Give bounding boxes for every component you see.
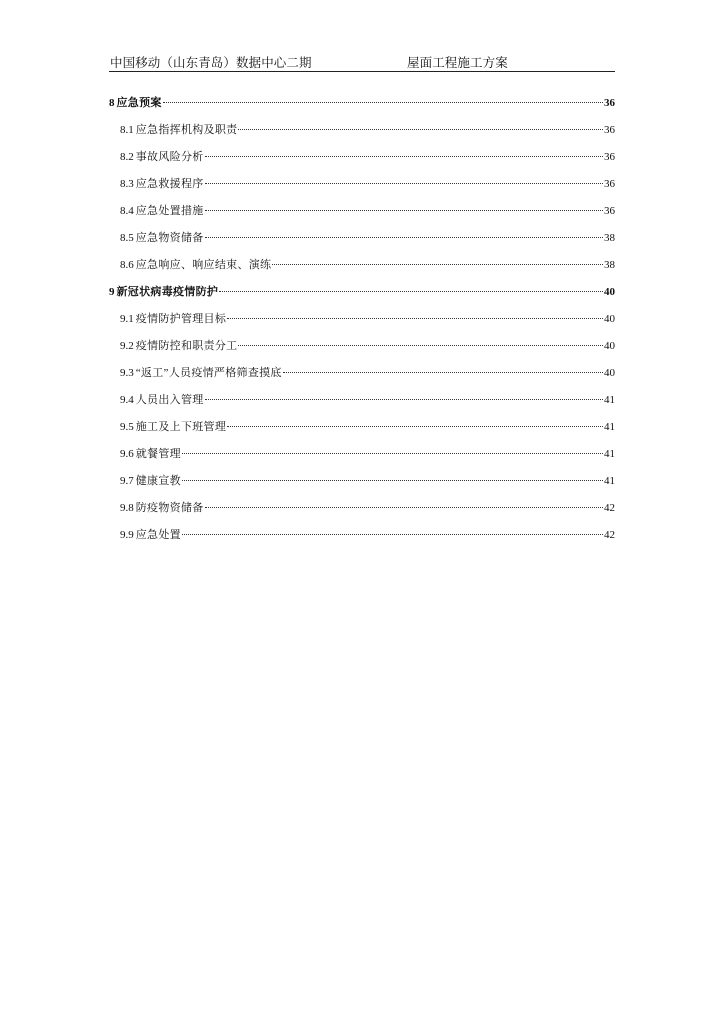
toc-section-entry[interactable] [109, 445, 615, 463]
toc-dot-leader [205, 156, 603, 157]
toc-page-number: 40 [604, 340, 615, 352]
toc-page-number: 38 [604, 232, 615, 244]
toc-section-entry[interactable] [109, 256, 615, 274]
toc-section-entry[interactable] [109, 337, 615, 355]
toc-entry-number: 9.3 [120, 367, 134, 379]
toc-dot-leader [283, 372, 603, 373]
toc-dot-leader [182, 480, 603, 481]
toc-entry-number: 8.2 [120, 151, 134, 163]
toc-section-entry[interactable] [109, 148, 615, 166]
toc-section-entry[interactable] [109, 526, 615, 544]
toc-page-number: 36 [604, 124, 615, 136]
toc-entry-number: 9.4 [120, 394, 134, 406]
toc-entry-number: 9.7 [120, 475, 134, 487]
table-of-contents [109, 94, 615, 553]
toc-entry-title: 疫情防控和职责分工 [135, 340, 238, 352]
toc-dot-leader [205, 183, 603, 184]
toc-dot-leader [163, 102, 603, 103]
toc-entry-title: 新冠状病毒疫情防护 [116, 286, 219, 298]
toc-entry-title: 就餐管理 [135, 448, 181, 460]
toc-dot-leader [238, 129, 603, 130]
header-document-title: 屋面工程施工方案 [407, 55, 508, 70]
toc-entry-title: 健康宣教 [135, 475, 181, 487]
toc-entry-number: 8.4 [120, 205, 134, 217]
toc-entry-number: 9.5 [120, 421, 134, 433]
toc-page-number: 36 [604, 205, 615, 217]
toc-chapter-entry[interactable] [109, 94, 615, 112]
toc-section-entry[interactable] [109, 499, 615, 517]
toc-entry-number: 8.1 [120, 124, 134, 136]
toc-entry-number: 8.3 [120, 178, 134, 190]
toc-page-number: 41 [604, 448, 615, 460]
toc-dot-leader [205, 237, 603, 238]
toc-entry-title: 应急指挥机构及职责 [135, 124, 238, 136]
toc-entry-title: 应急救援程序 [135, 178, 204, 190]
toc-page-number: 36 [604, 151, 615, 163]
toc-page-number: 41 [604, 394, 615, 406]
toc-entry-title: 应急处置措施 [135, 205, 204, 217]
toc-page-number: 41 [604, 421, 615, 433]
toc-entry-number: 8.6 [120, 259, 134, 271]
toc-entry-title: 防疫物资储备 [135, 502, 204, 514]
toc-entry-number: 9.1 [120, 313, 134, 325]
toc-entry-number: 9.2 [120, 340, 134, 352]
toc-page-number: 36 [604, 97, 615, 109]
toc-section-entry[interactable] [109, 229, 615, 247]
toc-page-number: 40 [604, 286, 615, 298]
toc-dot-leader [182, 534, 603, 535]
toc-dot-leader [227, 318, 603, 319]
toc-section-entry[interactable] [109, 391, 615, 409]
toc-section-entry[interactable] [109, 418, 615, 436]
toc-section-entry[interactable] [109, 121, 615, 139]
toc-entry-number: 9.8 [120, 502, 134, 514]
toc-entry-title: 疫情防护管理目标 [135, 313, 227, 325]
toc-entry-title: 应急处置 [135, 529, 181, 541]
toc-dot-leader [272, 264, 603, 265]
toc-page-number: 41 [604, 475, 615, 487]
toc-entry-number: 9 [109, 286, 115, 298]
toc-page-number: 40 [604, 367, 615, 379]
toc-dot-leader [219, 291, 603, 292]
page-header [109, 51, 615, 72]
toc-entry-title: 人员出入管理 [135, 394, 204, 406]
toc-page-number: 38 [604, 259, 615, 271]
toc-section-entry[interactable] [109, 175, 615, 193]
toc-dot-leader [227, 426, 603, 427]
toc-page-number: 40 [604, 313, 615, 325]
toc-section-entry[interactable] [109, 310, 615, 328]
toc-page-number: 36 [604, 178, 615, 190]
toc-chapter-entry[interactable] [109, 283, 615, 301]
toc-entry-number: 8.5 [120, 232, 134, 244]
toc-entry-title: 事故风险分析 [135, 151, 204, 163]
toc-dot-leader [182, 453, 603, 454]
toc-entry-number: 9.6 [120, 448, 134, 460]
toc-dot-leader [205, 507, 603, 508]
toc-entry-number: 9.9 [120, 529, 134, 541]
toc-entry-title: 应急物资储备 [135, 232, 204, 244]
toc-page-number: 42 [604, 502, 615, 514]
toc-entry-number: 8 [109, 97, 115, 109]
toc-entry-title: 应急预案 [116, 97, 162, 109]
toc-page-number: 42 [604, 529, 615, 541]
toc-section-entry[interactable] [109, 364, 615, 382]
toc-entry-title: “返工”人员疫情严格筛查摸底 [135, 367, 282, 379]
toc-entry-title: 应急响应、响应结束、演练 [135, 259, 272, 271]
toc-section-entry[interactable] [109, 202, 615, 220]
header-project-title: 中国移动（山东青岛）数据中心二期 [110, 55, 312, 70]
toc-dot-leader [205, 210, 603, 211]
toc-entry-title: 施工及上下班管理 [135, 421, 227, 433]
toc-dot-leader [205, 399, 603, 400]
toc-section-entry[interactable] [109, 472, 615, 490]
toc-dot-leader [238, 345, 603, 346]
